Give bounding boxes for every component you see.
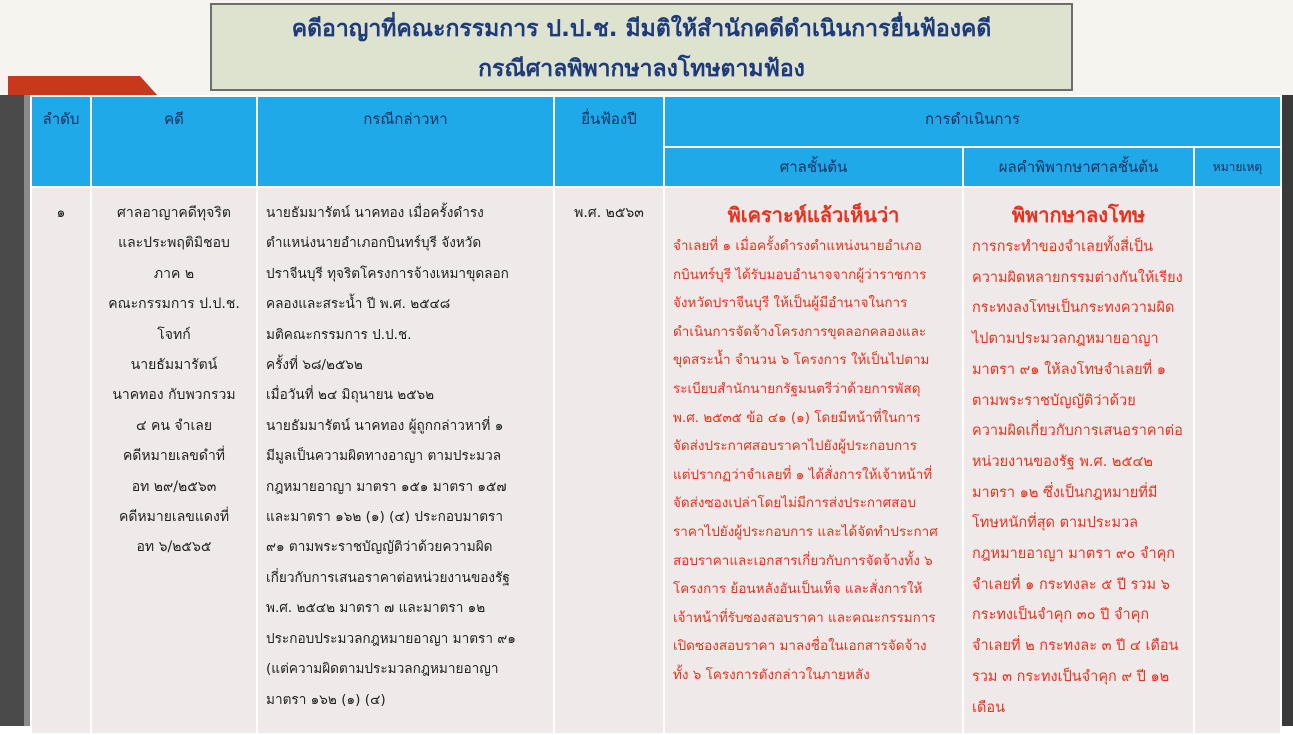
court-line: จัดส่งประกาศสอบราคาไปยังผู้ประกอบการ [673,438,917,455]
table-row [31,187,1281,734]
case-details [92,188,256,563]
header-filed-year: ยื่นฟ้องปี [554,96,664,187]
case-line: ภาค ๒ [153,265,195,282]
allegation-line: เมื่อวันที่ ๒๔ มิถุนายน ๒๕๖๒ [266,387,435,404]
title-line-1: คดีอาญาที่คณะกรรมการ ป.ป.ช. มีมติให้สำนักคดีดำเนินการยื่นฟ้องคดี [291,16,992,42]
filed-year-text: พ.ศ. ๒๕๖๓ [574,205,644,221]
court-line: จังหวัดปราจีนบุรี ให้เป็นผู้มีอำนาจในการ [673,295,908,312]
case-line: นาคทอง กับพวกรวม [112,387,236,404]
cell-remark [1194,187,1281,734]
court-line: ขุดสระน้ำ จำนวน ๖ โครงการ ให้เป็นไปตาม [673,352,930,369]
cell-allegation [257,187,554,734]
judgment-line: ความผิดหลายกรรมต่างกันให้เรียง [972,269,1183,286]
allegation-line: คลองและสระน้ำ ปี พ.ศ. ๒๕๔๘ [266,296,451,313]
row-number: ๑ [56,205,66,221]
case-line: ๔ คน จำเลย [135,417,213,434]
court-line: เปิดซองสอบราคา มาลงชื่อในเอกสารจัดจ้าง [673,638,927,655]
court-line: ราคาไปยังผู้ประกอบการ และได้จัดทำประกาศ [673,523,938,540]
judgment-line: รวม ๓ กระทงเป็นจำคุก ๙ ปี ๑๒ [972,668,1170,685]
allegation-line: เกี่ยวกับการเสนอราคาต่อหน่วยงานของรัฐ [266,569,510,586]
case-line: และประพฤติมิชอบ [118,235,230,252]
court-line: เจ้าหน้าที่รับซองสอบราคา และคณะกรรมการ [673,609,936,626]
court-line: จัดส่งซองเปล่าโดยไม่มีการส่งประกาศสอบ [673,495,917,512]
judgment-line: หน่วยงานของรัฐ พ.ศ. ๒๕๔๒ [972,453,1153,470]
header-allegation: กรณีกล่าวหา [257,96,554,187]
case-line: คดีหมายเลขดำที่ [122,448,226,465]
header-case: คดี [91,96,257,187]
court-first-content [665,188,962,690]
header-row-1 [31,96,1281,147]
judgment-line: โทษหนักที่สุด ตามประมวล [972,515,1139,532]
allegation-text [258,188,553,715]
judgment-line: กฎหมายอาญา มาตรา ๙๐ จำคุก [972,546,1176,563]
allegation-line: ประกอบประมวลกฎหมายอาญา มาตรา ๙๑ [266,630,516,647]
court-line: โครงการ ย้อนหลังอันเป็นเท็จ และสั่งการให้ [673,581,923,598]
left-border-bar [0,95,24,726]
cell-no [31,187,91,734]
header-court-first: ศาลชั้นต้น [664,147,963,187]
judgment-line: มาตรา ๙๑ ให้ลงโทษจำเลยที่ ๑ [972,361,1166,378]
allegation-line: พ.ศ. ๒๕๔๒ มาตรา ๗ และมาตรา ๑๒ [266,600,486,617]
court-line: ระเบียบสำนักนายกรัฐมนตรีว่าด้วยการพัสดุ [673,380,921,397]
case-table-container [30,95,1280,726]
slide-title [210,3,1073,91]
judgment-line: ความผิดเกี่ยวกับการเสนอราคาต่อ [972,423,1183,440]
judgment-line: จำเลยที่ ๑ กระทงละ ๕ ปี รวม ๖ [972,576,1170,593]
court-line: พ.ศ. ๒๕๓๕ ข้อ ๔๑ (๑) โดยมีหน้าที่ในการ [673,409,921,426]
court-line: ทั้ง ๖ โครงการดังกล่าวในภายหลัง [673,666,870,683]
allegation-line: ครั้งที่ ๖๘/๒๕๖๒ [266,357,363,374]
allegation-line: (แต่ความผิดตามประมวลกฎหมายอาญา [266,661,499,678]
judgment-content [964,188,1193,723]
judgment-line: มาตรา ๑๒ ซึ่งเป็นกฎหมายที่มี [972,484,1158,501]
case-table [30,95,1282,735]
header-no: ลำดับ [31,96,91,187]
cell-judgment-first [963,187,1194,734]
court-line: จำเลยที่ ๑ เมื่อครั้งดำรงตำแหน่งนายอำเภอ [673,238,922,254]
case-line: โจทก์ [157,326,191,343]
court-line: แต่ปรากฏว่าจำเลยที่ ๑ ได้สั่งการให้เจ้าหน้าที่ [673,466,933,483]
header-remark: หมายเหตุ [1194,147,1281,187]
allegation-line: มีมูลเป็นความผิดทางอาญา ตามประมวล [266,448,502,465]
header-judgment-first: ผลคำพิพากษาศาลชั้นต้น [963,147,1194,187]
allegation-line: มติคณะกรรมการ ป.ป.ช. [266,326,412,343]
allegation-line: นายธัมมารัตน์ นาคทอง ผู้ถูกกล่าวหาที่ ๑ [266,417,504,434]
decorative-red-tab [8,76,158,96]
title-line-2: กรณีศาลพิพากษาลงโทษตามฟ้อง [478,56,805,82]
allegation-line: และมาตรา ๑๖๒ (๑) (๔) ประกอบมาตรา [266,509,503,526]
remark-text [1195,188,1280,198]
cell-court-first [664,187,963,734]
judgment-line: เดือน [972,699,1005,716]
judgment-line: การกระทำของจำเลยทั้งสี่เป็น [972,239,1154,255]
allegation-line: มาตรา ๑๖๒ (๑) (๔) [266,691,386,708]
allegation-line: กฎหมายอาญา มาตรา ๑๕๑ มาตรา ๑๕๗ [266,478,507,495]
case-line: คดีหมายเลขแดงที่ [118,509,230,526]
court-text [673,232,954,690]
case-line: ศาลอาญาคดีทุจริต [117,205,231,221]
judgment-line: ไปตามประมวลกฎหมายอาญา [972,331,1159,348]
court-line: กบินทร์บุรี ได้รับมอบอำนาจจากผู้ว่าราชการ [673,266,927,283]
allegation-line: ตำแหน่งนายอำเภอกบินทร์บุรี จังหวัด [266,235,482,252]
court-heading: พิเคราะห์แล้วเห็นว่า [727,203,900,227]
header-action: การดำเนินการ [664,96,1281,147]
cell-filed-year [554,187,664,734]
court-line: ดำเนินการจัดจ้างโครงการขุดลอกคลองและ [673,323,927,340]
case-line: นายธัมมารัตน์ [130,357,218,374]
case-line: คณะกรรมการ ป.ป.ช. [108,296,240,313]
judgment-line: กระทงเป็นจำคุก ๓๐ ปี จำคุก [972,607,1150,624]
case-line: อท ๖/๒๕๖๕ [136,539,212,556]
case-line: อท ๒๙/๒๕๖๓ [131,478,217,495]
judgment-line: จำเลยที่ ๒ กระทงละ ๓ ปี ๔ เดือน [972,638,1179,655]
allegation-line: ๙๑ ตามพระราชบัญญัติว่าด้วยความผิด [266,539,493,556]
judgment-line: กระทงลงโทษเป็นกระทงความผิด [972,300,1175,317]
judgment-line: ตามพระราชบัญญัติว่าด้วย [972,392,1136,409]
allegation-line: นายธัมมารัตน์ นาคทอง เมื่อครั้งดำรง [266,205,484,221]
allegation-line: ปราจีนบุรี ทุจริตโครงการจ้างเหมาขุดลอก [266,265,509,282]
cell-case [91,187,257,734]
court-line: สอบราคาและเอกสารเกี่ยวกับการจัดจ้างทั้ง ๖ [673,552,933,569]
judgment-text [972,232,1185,723]
judgment-heading: พิพากษาลงโทษ [1011,203,1146,227]
